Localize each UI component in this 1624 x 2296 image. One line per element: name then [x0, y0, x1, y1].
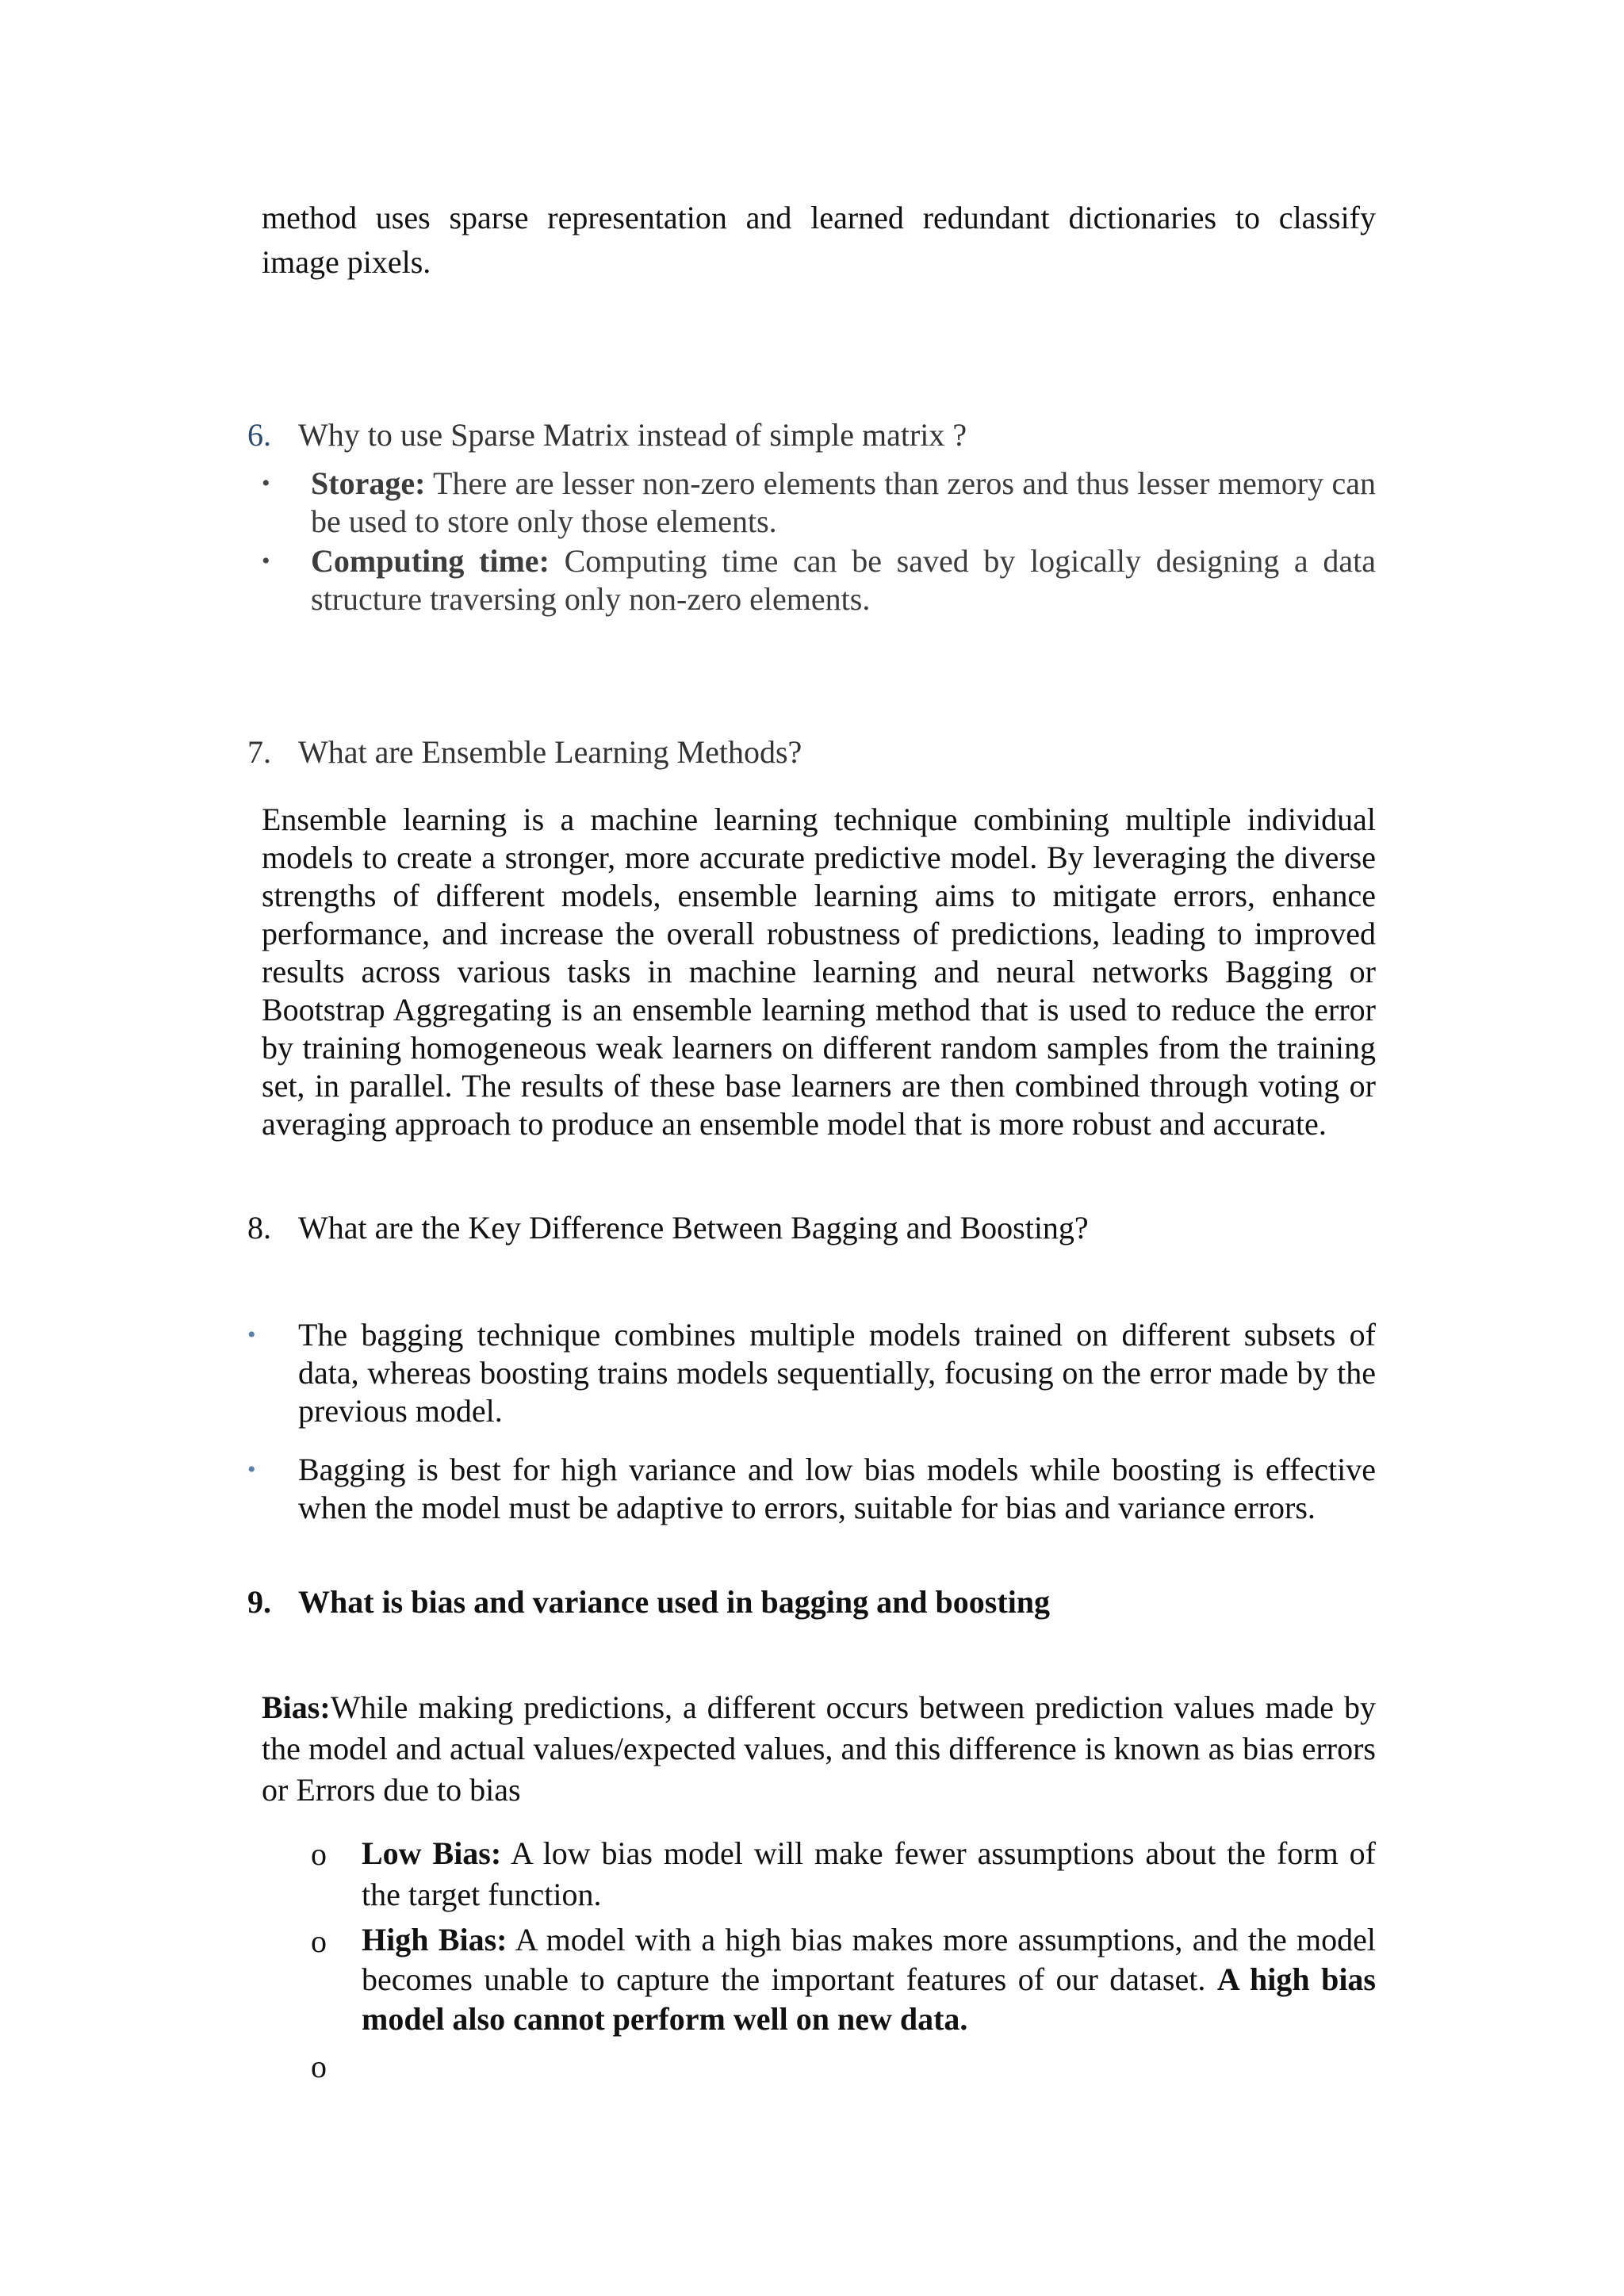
- q6-bullet-1-text: There are lesser non-zero elements than zeros and thus lesser memory can be used to store only those elements.: [311, 465, 1376, 539]
- q8-number: 8.: [247, 1210, 271, 1246]
- q9-item-1-term: Low Bias:: [362, 1835, 502, 1871]
- q6-number: 6.: [247, 417, 271, 453]
- q9-bias-text: While making predictions, a different occurs between prediction values made by the model and actual values/expected values, and this difference is known as bias errors or Errors due to bias: [262, 1689, 1376, 1808]
- q8-bullet-2-marker: •: [247, 1456, 256, 1483]
- q9-item-2-text: A model with a high bias makes more assumptions, and the model becomes unable to capture the important features of our dataset.: [362, 1922, 1377, 1997]
- q9-title: What is bias and variance used in bagging and boosting: [298, 1584, 1051, 1620]
- q9-item-1: [362, 1833, 1376, 1915]
- q9-heading: [247, 1581, 1050, 1624]
- q6-bullet-1-marker: •: [262, 470, 270, 496]
- q6-bullet-2: [311, 542, 1376, 618]
- q9-item-1-marker: o: [311, 1836, 327, 1872]
- q7-heading: [247, 731, 802, 774]
- q8-bullet-1: The bagging technique combines multiple models trained on different subsets of data, whereas boosting trains models sequentially, focusing on the error made by the previous model.: [298, 1317, 1376, 1429]
- q6-bullet-1-term: Storage:: [311, 465, 426, 501]
- q7-title: What are Ensemble Learning Methods?: [298, 734, 802, 770]
- q9-item-2-bold-tail: A high bias model also cannot perform well on new data.: [362, 1961, 1376, 2037]
- q9-item-2-term: High Bias:: [362, 1922, 508, 1957]
- q9-item-2: [362, 1920, 1376, 2039]
- q9-bias-paragraph: [262, 1687, 1376, 1811]
- q9-item-2-marker: o: [311, 1923, 327, 1959]
- q8-bullet-2: Bagging is best for high variance and low bias models while boosting is effective when the model must be adaptive to errors, suitable for bias and variance errors.: [298, 1452, 1376, 1525]
- q6-bullet-2-term: Computing time:: [311, 543, 550, 579]
- q9-bias-term: Bias:: [262, 1689, 331, 1725]
- q8-bullet-1-marker: •: [247, 1322, 256, 1348]
- q9-item-1-text: A low bias model will make fewer assumptions about the form of the target function.: [362, 1835, 1376, 1912]
- q8-heading: [247, 1207, 1089, 1249]
- intro-line-1: method uses sparse representation and learned redundant dictionaries to classify: [262, 200, 1376, 235]
- q9-item-3-marker: o: [311, 2049, 327, 2084]
- q6-title: Why to use Sparse Matrix instead of simple matrix ?: [298, 417, 967, 453]
- q9-number: 9.: [247, 1584, 271, 1620]
- q7-paragraph: Ensemble learning is a machine learning technique combining multiple individual models to create a stronger, more accurate predictive model. By leveraging the diverse strengths of different models, ensemble learning aims to mitigate errors, enhance performance, and increase the overall robustness of predictions, leading to improved results across various tasks in machine learning and neural networks Bagging or Bootstrap Aggregating is an ensemble learning method that is used to reduce the error by training homogeneous weak learners on different random samples from the training set, in parallel. The results of these base learners are then combined through voting or averaging approach to produce an ensemble model that is more robust and accurate.: [262, 802, 1376, 1142]
- q6-bullet-2-text: Computing time can be saved by logically designing a data structure traversing only non-zero elements.: [311, 543, 1376, 617]
- q6-bullet-1: [311, 465, 1376, 541]
- q8-title: What are the Key Difference Between Bagging and Boosting?: [298, 1210, 1089, 1246]
- q7-number: 7.: [247, 734, 271, 770]
- intro-line-2: image pixels.: [262, 244, 431, 280]
- q6-bullet-2-marker: •: [262, 548, 270, 574]
- q6-heading: [247, 414, 967, 457]
